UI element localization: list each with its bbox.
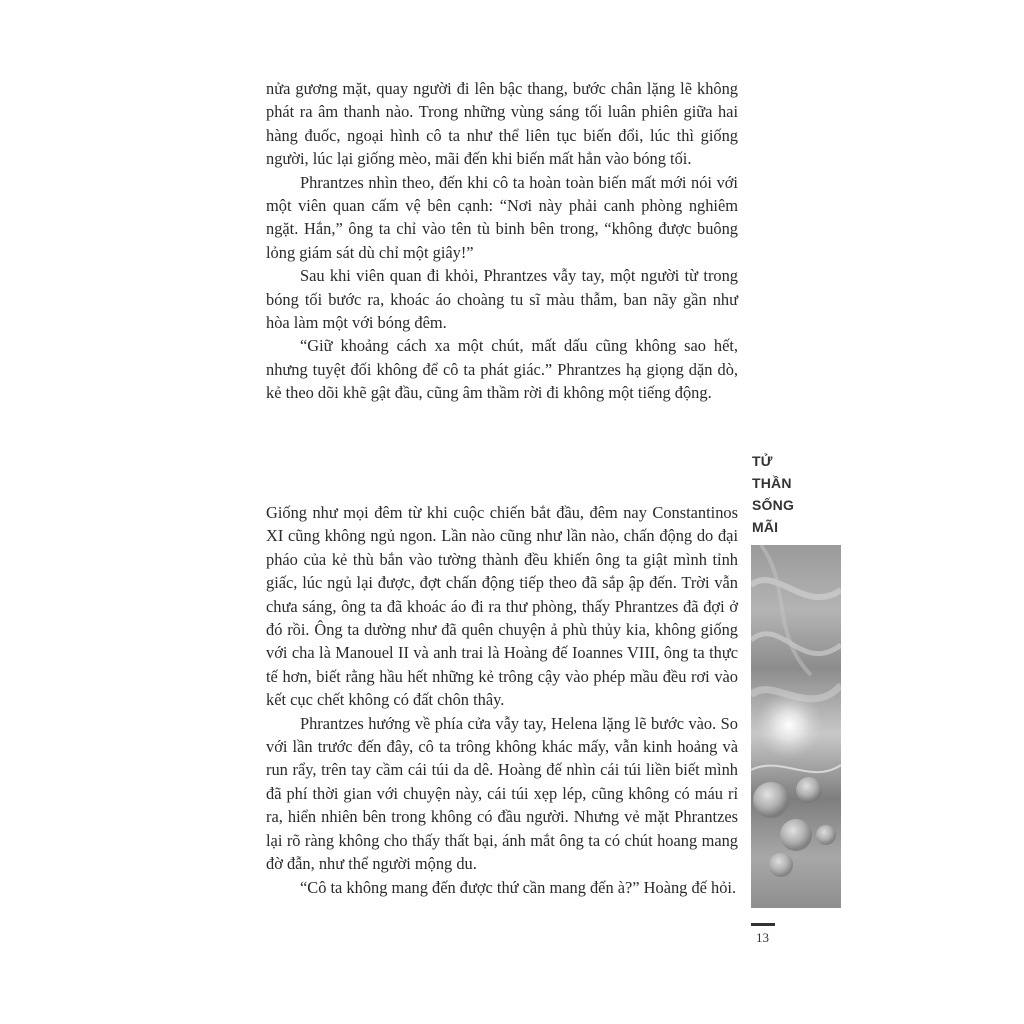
page-number: 13 [756, 930, 769, 945]
text-block-bottom [266, 501, 738, 899]
text-block-top [266, 77, 738, 405]
paragraph: Giống như mọi đêm từ khi cuộc chiến bắt đầu, đêm nay Constantinos XI cũng không ngủ ngon. Lần nào cũng như lần nào, chấn động do đại pháo của kẻ thù bắn vào tường thành đều khiến ông ta giật mình tỉnh giấc, lúc ngủ lại được, đợt chấn động tiếp theo đã sắp ập đến. Trời vẫn chưa sáng, ông ta đã khoác áo đi ra thư phòng, thấy Phrantzes đã đợi ở đó rồi. Ông ta dường như đã quên chuyện ả phù thủy kia, không giống với cha là Manouel II và anh trai là Hoàng đế Ioannes VIII, ông ta thực tế hơn, biết rằng hầu hết những kẻ trông cậy vào phép mầu đều rơi vào kết cục chết không có đất chôn thây. [266, 503, 738, 710]
book-title-line: THẦN [752, 475, 792, 491]
paragraph: “Giữ khoảng cách xa một chút, mất dấu cũng không sao hết, nhưng tuyệt đối không để cô ta phát giác.” Phrantzes hạ giọng dặn dò, kẻ theo dõi khẽ gật đầu, cũng âm thầm rời đi không một tiếng động. [266, 336, 738, 403]
book-title-sidebar [752, 450, 842, 538]
book-title-line: TỬ [752, 453, 773, 469]
paragraph: “Cô ta không mang đến được thứ cần mang đến à?” Hoàng đế hỏi. [300, 877, 737, 897]
cover-art-illustration [751, 545, 841, 908]
paragraph: Phrantzes hướng về phía cửa vẫy tay, Helena lặng lẽ bước vào. So với lần trước đến đây, cô ta trông không khác mấy, vẫn kinh hoảng và run rẩy, trên tay cầm cái túi da dê. Hoàng đế nhìn cái túi liền biết mình đã phí thời gian với chuyện này, cái túi xẹp lép, cũng không có máu rỉ ra, hiển nhiên bên trong không có đầu người. Nhưng vẻ mặt Phrantzes lại rõ ràng không cho thấy thất bại, ánh mắt ông ta có chút hoang mang đờ đẫn, như thể người mộng du. [266, 713, 738, 874]
paragraph: Sau khi viên quan đi khỏi, Phrantzes vẫy tay, một người từ trong bóng tối bước ra, khoác áo choàng tu sĩ màu thẫm, ban nãy gần như hòa làm một với bóng đêm. [266, 266, 738, 333]
paragraph: nửa gương mặt, quay người đi lên bậc thang, bước chân lặng lẽ không phát ra âm thanh nào. Trong những vùng sáng tối luân phiên giữa hai hàng đuốc, ngoại hình cô ta như thể liên tục biến đổi, lúc thì giống người, lúc lại giống mèo, mãi đến khi biến mất hẳn vào bóng tối. [266, 79, 738, 169]
book-title-line: MÃI [752, 519, 779, 535]
book-title-line: SỐNG [752, 497, 795, 513]
page-number-rule [751, 923, 775, 926]
paragraph: Phrantzes nhìn theo, đến khi cô ta hoàn toàn biến mất mới nói với một viên quan cấm vệ bên cạnh: “Nơi này phải canh phòng nghiêm ngặt. Hắn,” ông ta chỉ vào tên tù binh bên trong, “không được buông lỏng giám sát dù chỉ một giây!” [266, 172, 738, 262]
cover-art-strip [751, 545, 841, 908]
